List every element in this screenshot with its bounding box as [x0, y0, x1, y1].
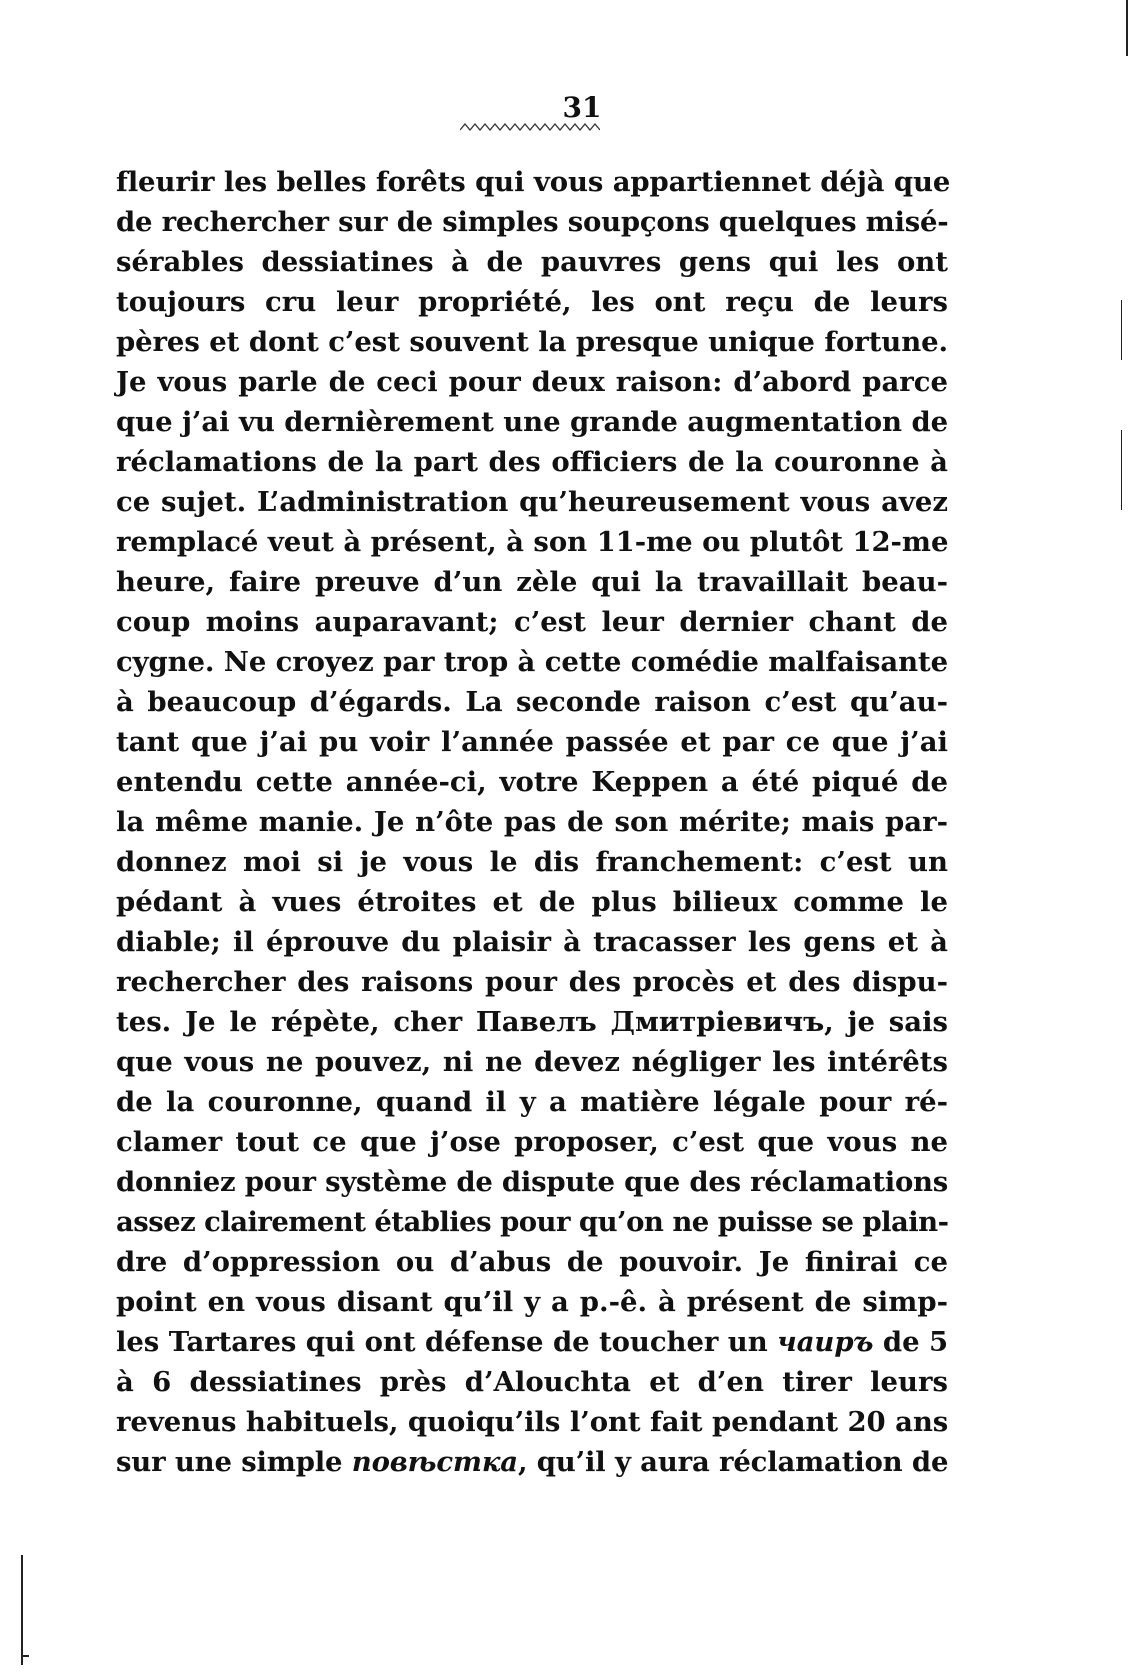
text-line: à beaucoup d’égards. La seconde raison c’est qu’au-: [116, 686, 948, 718]
text-line: tes. Je le répète, cher Павелъ Дмитріевичъ, je sais: [116, 1006, 948, 1038]
text-line: cygne. Ne croyez par trop à cette comédie malfaisante: [116, 646, 948, 678]
scan-edge-line: [1121, 430, 1122, 510]
text-line: toujours cru leur propriété, les ont reçu de leurs: [116, 286, 948, 318]
text-line: de la couronne, quand il y a matière légale pour ré-: [116, 1086, 948, 1118]
text-line: coup moins auparavant; c’est leur dernier chant de: [116, 606, 948, 638]
text-line: remplacé veut à présent, à son 11-me ou plutôt 12-me: [116, 526, 949, 558]
text-line: tant que j’ai pu voir l’année passée et par ce que j’ai: [116, 726, 948, 758]
text-line: clamer tout ce que j’ose proposer, c’est que vous ne: [116, 1126, 948, 1158]
text-line: heure, faire preuve d’un zèle qui la travaillait beau-: [116, 566, 948, 598]
text-line: la même manie. Je n’ôte pas de son mérite; mais par-: [116, 806, 948, 838]
text-line: point en vous disant qu’il y a p.-ê. à présent de simp-: [116, 1286, 948, 1318]
body-text: [116, 162, 951, 1482]
text-line: sérables dessiatines à de pauvres gens qui les ont: [116, 246, 948, 278]
decorative-zigzag-rule: [460, 122, 600, 132]
text-line: que vous ne pouvez, ni ne devez négliger les intérêts: [116, 1046, 948, 1078]
text-line: à 6 dessiatines près d’Alouchta et d’en tirer leurs: [116, 1366, 948, 1398]
text-line: pères et dont c’est souvent la presque unique fortune.: [116, 326, 948, 358]
text-line: pédant à vues étroites et de plus bilieux comme le: [116, 886, 948, 918]
text-line: les Tartares qui ont défense de toucher un чаиръ de 5: [116, 1326, 949, 1358]
text-line: diable; il éprouve du plaisir à tracasser les gens et à: [116, 926, 948, 958]
scan-edge-mark: [21, 1655, 29, 1657]
text-line: donnez moi si je vous le dis franchement: c’est un: [116, 846, 948, 878]
page-number: 31: [562, 91, 602, 124]
text-line: revenus habituels, quoiqu’ils l’ont fait pendant 20 ans: [116, 1406, 949, 1438]
text-line: assez clairement établies pour qu’on ne puisse se plain-: [116, 1206, 949, 1238]
text-line: sur une simple повѣстка, qu’il y aura réclamation de: [116, 1446, 949, 1478]
italic-russian-word: чаиръ: [777, 1326, 874, 1358]
text-line: rechercher des raisons pour des procès et des dispu-: [116, 966, 948, 998]
italic-russian-word: повѣстка: [351, 1446, 518, 1478]
text-line: réclamations de la part des officiers de la couronne à: [116, 446, 948, 478]
scan-edge-line: [21, 1555, 23, 1665]
text-line: dre d’oppression ou d’abus de pouvoir. Je finirai ce: [116, 1246, 948, 1278]
scan-edge-line: [1126, 0, 1128, 56]
scan-edge-line: [1121, 300, 1122, 360]
text-line: que j’ai vu dernièrement une grande augmentation de: [116, 406, 949, 438]
text-line: donniez pour système de dispute que des réclamations: [116, 1166, 949, 1198]
text-line: entendu cette année-ci, votre Keppen a été piqué de: [116, 766, 948, 798]
text-line: fleurir les belles forêts qui vous appartiennet déjà que: [116, 166, 951, 198]
text-line: ce sujet. L’administration qu’heureusement vous avez: [116, 486, 948, 518]
text-line: Je vous parle de ceci pour deux raison: d’abord parce: [116, 366, 948, 398]
text-line: de rechercher sur de simples soupçons quelques misé-: [116, 206, 949, 238]
